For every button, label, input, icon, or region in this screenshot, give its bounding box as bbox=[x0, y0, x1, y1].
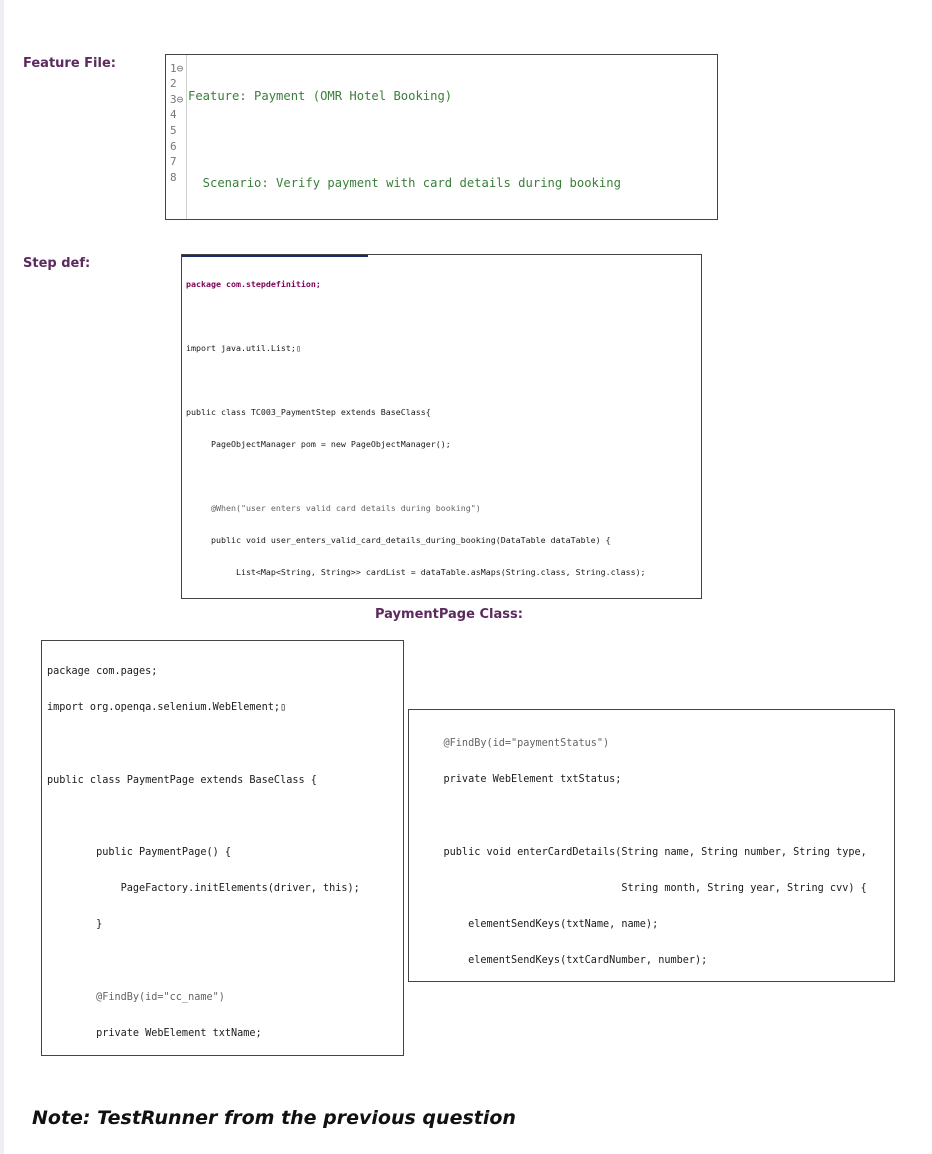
line-number: 2 bbox=[170, 77, 177, 90]
line-number: 8 bbox=[170, 171, 177, 184]
code-line: elementSendKeys(txtName, name); bbox=[419, 918, 659, 930]
note-text: Note: TestRunner from the previous question bbox=[32, 1107, 516, 1129]
editor-tab-indicator bbox=[182, 255, 368, 257]
code-line: Feature: Payment (OMR Hotel Booking) bbox=[188, 89, 453, 103]
code-line bbox=[186, 470, 701, 482]
payment-page-code-left bbox=[47, 643, 403, 1056]
code-line: import java.util.List;▯ bbox=[186, 343, 301, 353]
line-number: 3⊖ bbox=[170, 93, 184, 106]
line-number: 4 bbox=[170, 108, 177, 121]
line-number: 7 bbox=[170, 155, 177, 168]
payment-page-code-right bbox=[419, 715, 894, 982]
line-number: 1⊖ bbox=[170, 62, 184, 75]
code-line bbox=[186, 598, 701, 599]
code-line: package com.pages; bbox=[47, 666, 158, 677]
feature-code bbox=[188, 61, 717, 220]
code-line: elementSendKeys(txtCardNumber, number); bbox=[419, 955, 708, 967]
code-line: @FindBy(id="paymentStatus") bbox=[419, 738, 610, 749]
payment-page-class-label: PaymentPage Class: bbox=[375, 607, 523, 622]
code-line: package com.stepdefinition; bbox=[186, 279, 321, 289]
code-line: PageObjectManager pom = new PageObjectManager(); bbox=[186, 439, 451, 449]
code-line: public class PaymentPage extends BaseClass { bbox=[47, 774, 317, 786]
code-line: public class TC003_PaymentStep extends BaseClass{ bbox=[186, 407, 431, 417]
code-line: public void user_enters_valid_card_details_during_booking(DataTable dataTable) { bbox=[186, 535, 611, 545]
code-line bbox=[188, 133, 717, 149]
line-number: 5 bbox=[170, 124, 177, 137]
code-line: private WebElement txtStatus; bbox=[419, 774, 622, 786]
code-line bbox=[47, 955, 403, 969]
code-line bbox=[186, 310, 701, 322]
code-line: public PaymentPage() { bbox=[47, 846, 232, 858]
feature-file-editor[interactable] bbox=[165, 54, 718, 220]
payment-page-editor-left[interactable] bbox=[41, 640, 404, 1056]
code-line bbox=[47, 810, 403, 824]
feature-file-label: Feature File: bbox=[23, 56, 116, 71]
line-number-gutter bbox=[166, 55, 187, 219]
code-line: public void enterCardDetails(String name, String number, String type, bbox=[419, 846, 867, 858]
stepdef-code bbox=[186, 258, 701, 599]
code-line: Scenario: Verify payment with card details during booking bbox=[188, 176, 621, 191]
code-line: List<Map<String, String>> cardList = dataTable.asMaps(String.class, String.class); bbox=[186, 567, 646, 577]
code-line: PageFactory.initElements(driver, this); bbox=[47, 883, 360, 895]
code-line bbox=[419, 809, 894, 823]
left-edge-bar bbox=[0, 0, 4, 1154]
code-line bbox=[47, 737, 403, 751]
code-line: @FindBy(id="cc_name") bbox=[47, 991, 225, 1003]
step-def-editor[interactable] bbox=[181, 254, 702, 599]
code-line: import org.openqa.selenium.WebElement;▯ bbox=[47, 702, 287, 714]
code-line: } bbox=[47, 919, 103, 931]
line-number: 6 bbox=[170, 140, 177, 153]
step-def-label: Step def: bbox=[23, 256, 91, 271]
code-line: @When("user enters valid card details during booking") bbox=[186, 503, 481, 513]
code-line: private WebElement txtName; bbox=[47, 1027, 262, 1039]
code-line: String month, String year, String cvv) { bbox=[419, 882, 867, 894]
payment-page-editor-right[interactable] bbox=[408, 709, 895, 982]
code-line bbox=[186, 374, 701, 386]
